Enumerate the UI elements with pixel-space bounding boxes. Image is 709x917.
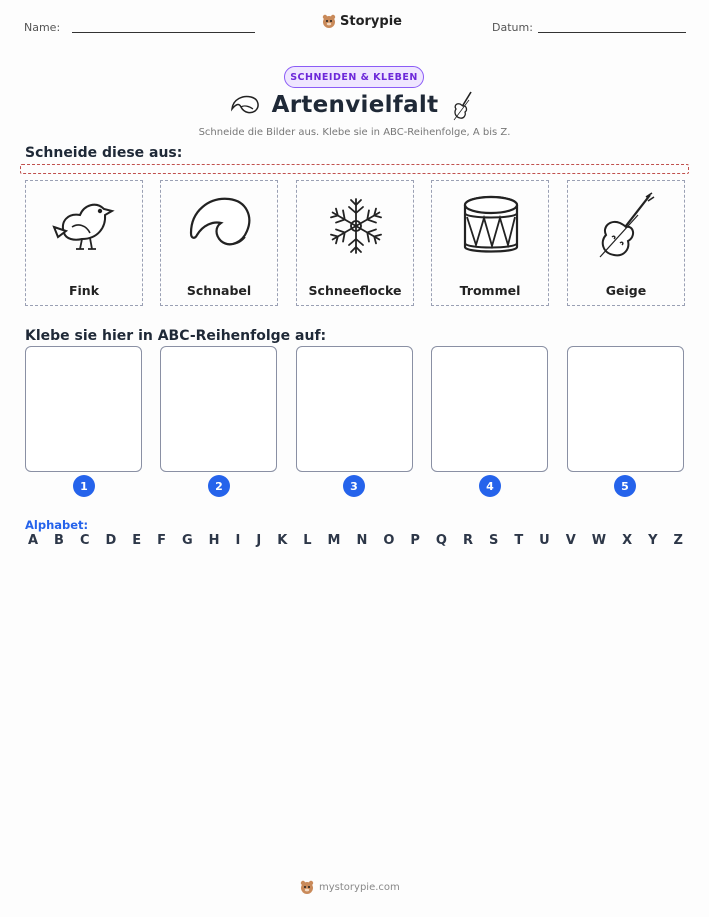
paste-box-1[interactable] bbox=[25, 346, 142, 472]
alphabet-letter: V bbox=[565, 533, 576, 548]
snowflake-icon bbox=[321, 191, 391, 261]
alphabet-letter: I bbox=[235, 533, 241, 548]
alphabet-row bbox=[28, 533, 683, 548]
cut-section-heading: Schneide diese aus: bbox=[25, 145, 183, 161]
alphabet-letter: G bbox=[182, 533, 193, 548]
alphabet-letter: K bbox=[277, 533, 288, 548]
alphabet-letter: F bbox=[157, 533, 167, 548]
violin-title-icon bbox=[451, 90, 475, 122]
violin-icon bbox=[592, 191, 662, 261]
alphabet-letter: E bbox=[132, 533, 142, 548]
cut-card-label: Geige bbox=[605, 283, 647, 298]
alphabet-letter: M bbox=[327, 533, 341, 548]
cut-card-trommel[interactable] bbox=[431, 180, 549, 306]
alphabet-letter: B bbox=[54, 533, 64, 548]
paste-box-2[interactable] bbox=[160, 346, 277, 472]
alphabet-letter: X bbox=[622, 533, 633, 548]
name-label: Name: bbox=[24, 21, 61, 34]
alphabet-letter: P bbox=[410, 533, 420, 548]
paste-box-5[interactable] bbox=[567, 346, 684, 472]
beak-icon bbox=[185, 191, 255, 261]
paste-box-4[interactable] bbox=[431, 346, 548, 472]
cut-card-label: Schneeflocke bbox=[308, 283, 402, 298]
cut-card-schneeflocke[interactable] bbox=[296, 180, 414, 306]
alphabet-letter: T bbox=[514, 533, 524, 548]
alphabet-heading: Alphabet: bbox=[25, 518, 89, 532]
alphabet-letter: A bbox=[28, 533, 39, 548]
name-line bbox=[72, 32, 255, 33]
order-number-5: 5 bbox=[614, 475, 636, 497]
storypie-mascot-icon bbox=[300, 880, 314, 895]
date-label: Datum: bbox=[492, 21, 533, 34]
instructions: Schneide die Bilder aus. Klebe sie in ABC-Reihenfolge, A bis Z. bbox=[198, 127, 511, 138]
order-number-2: 2 bbox=[208, 475, 230, 497]
footer-url[interactable]: mystorypie.com bbox=[319, 882, 400, 893]
alphabet-letter: D bbox=[105, 533, 117, 548]
alphabet-letter: J bbox=[256, 533, 262, 548]
alphabet-letter: O bbox=[383, 533, 395, 548]
cut-card-geige[interactable] bbox=[567, 180, 685, 306]
alphabet-letter: Z bbox=[673, 533, 683, 548]
alphabet-letter: Q bbox=[435, 533, 447, 548]
alphabet-letter: Y bbox=[648, 533, 658, 548]
alphabet-letter: W bbox=[591, 533, 607, 548]
alphabet-letter: H bbox=[208, 533, 220, 548]
page-title: Artenvielfalt bbox=[271, 92, 439, 118]
storypie-mascot-icon bbox=[322, 14, 336, 29]
paste-section-heading: Klebe sie hier in ABC-Reihenfolge auf: bbox=[25, 328, 327, 344]
drum-icon bbox=[456, 191, 526, 261]
cut-card-fink[interactable] bbox=[25, 180, 143, 306]
order-number-3: 3 bbox=[343, 475, 365, 497]
alphabet-letter: C bbox=[79, 533, 90, 548]
cut-card-label: Fink bbox=[68, 283, 100, 298]
finch-icon bbox=[50, 191, 120, 261]
alphabet-letter: U bbox=[539, 533, 550, 548]
order-number-4: 4 bbox=[479, 475, 501, 497]
activity-badge: SCHNEIDEN & KLEBEN bbox=[284, 66, 424, 88]
cut-card-schnabel[interactable] bbox=[160, 180, 278, 306]
alphabet-letter: S bbox=[488, 533, 499, 548]
alphabet-letter: N bbox=[356, 533, 368, 548]
alphabet-letter: R bbox=[462, 533, 473, 548]
date-line bbox=[538, 32, 686, 33]
order-number-1: 1 bbox=[73, 475, 95, 497]
cut-line bbox=[20, 164, 689, 174]
cut-card-label: Trommel bbox=[459, 283, 521, 298]
brand-logo bbox=[322, 14, 402, 29]
cut-card-label: Schnabel bbox=[186, 283, 252, 298]
brand-name: Storypie bbox=[340, 14, 402, 29]
footer bbox=[300, 880, 420, 895]
alphabet-letter: L bbox=[303, 533, 312, 548]
paste-box-3[interactable] bbox=[296, 346, 413, 472]
